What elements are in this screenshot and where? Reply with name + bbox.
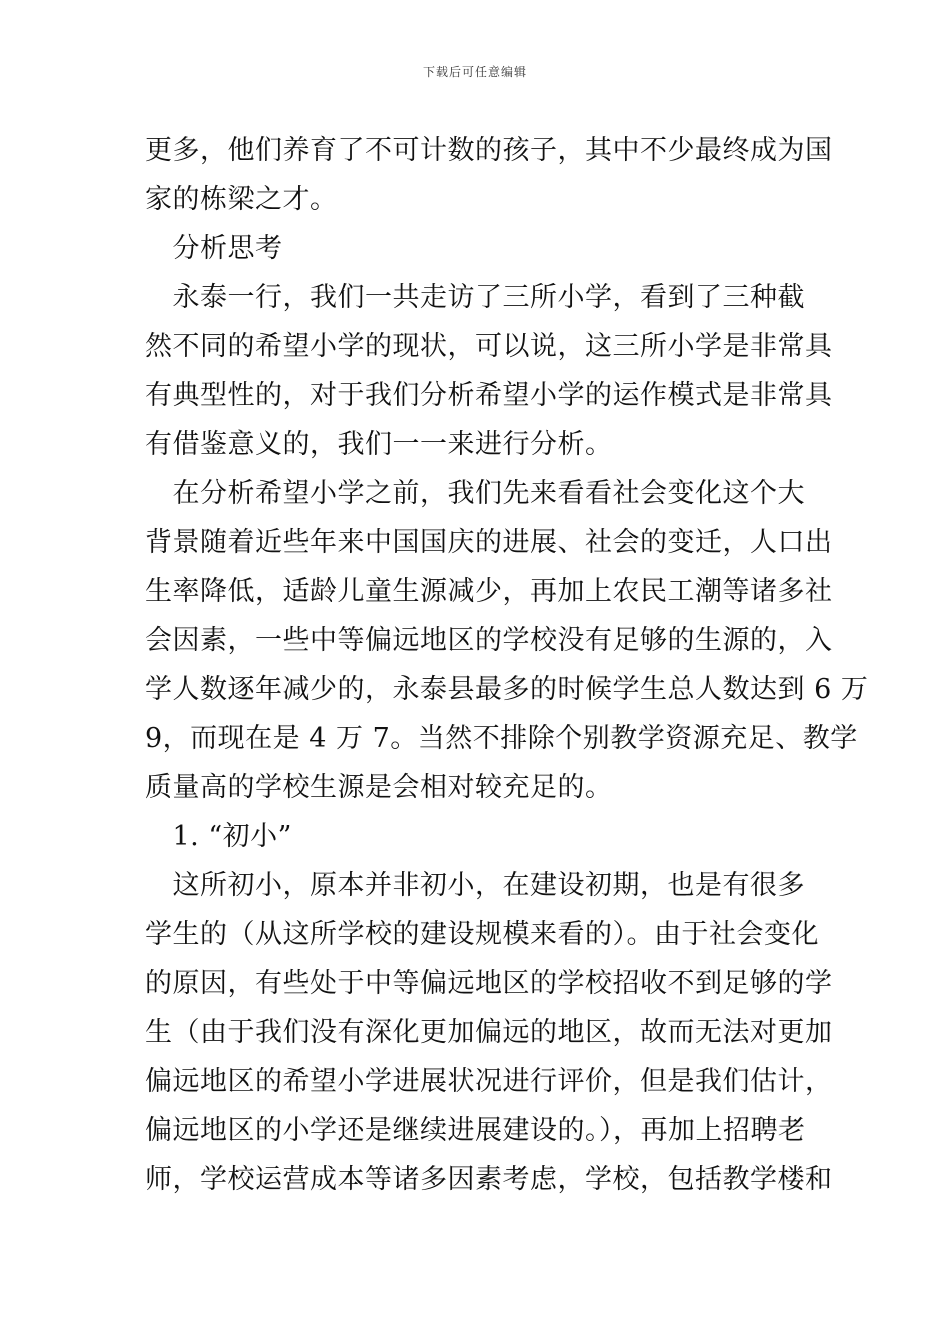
section-heading: 1. “初小” <box>145 821 292 852</box>
text-line: 然不同的希望小学的现状，可以说，这三所小学是非常具 <box>145 331 833 362</box>
text-line: 生（由于我们没有深化更加偏远的地区，故而无法对更加 <box>145 1017 833 1048</box>
text-line: 背景随着近些年来中国国庆的进展、社会的变迁，人口出 <box>145 527 833 558</box>
text-line: 这所初小，原本并非初小，在建设初期，也是有很多 <box>145 870 805 901</box>
text-line: 9，而现在是 4 万 7。当然不排除个别教学资源充足、教学 <box>145 723 858 754</box>
text-line: 偏远地区的希望小学进展状况进行评价，但是我们估计， <box>145 1066 833 1097</box>
text-line: 永泰一行，我们一共走访了三所小学，看到了三种截 <box>145 282 805 313</box>
text-line: 家的栋梁之才。 <box>145 184 338 215</box>
text-line: 有借鉴意义的，我们一一来进行分析。 <box>145 429 613 460</box>
text-line: 偏远地区的小学还是继续进展建设的。），再加上招聘老 <box>145 1115 806 1146</box>
text-line: 更多，他们养育了不可计数的孩子，其中不少最终成为国 <box>145 135 833 166</box>
text-line: 学人数逐年减少的，永泰县最多的时候学生总人数达到 6 万 <box>145 674 869 705</box>
text-line: 的原因，有些处于中等偏远地区的学校招收不到足够的学 <box>145 968 833 999</box>
text-line: 师，学校运营成本等诸多因素考虑，学校，包括教学楼和 <box>145 1164 833 1195</box>
text-line: 质量高的学校生源是会相对较充足的。 <box>145 772 613 803</box>
section-heading: 分析思考 <box>145 233 283 264</box>
text-line: 有典型性的，对于我们分析希望小学的运作模式是非常具 <box>145 380 833 411</box>
text-line: 生率降低，适龄儿童生源减少，再加上农民工潮等诸多社 <box>145 576 833 607</box>
text-line: 在分析希望小学之前，我们先来看看社会变化这个大 <box>145 478 805 509</box>
text-line: 学生的（从这所学校的建设规模来看的）。由于社会变化 <box>145 919 819 950</box>
page-header: 下载后可任意编辑 <box>422 65 527 79</box>
document-body <box>145 126 869 1204</box>
text-line: 会因素，一些中等偏远地区的学校没有足够的生源的，入 <box>145 625 833 656</box>
